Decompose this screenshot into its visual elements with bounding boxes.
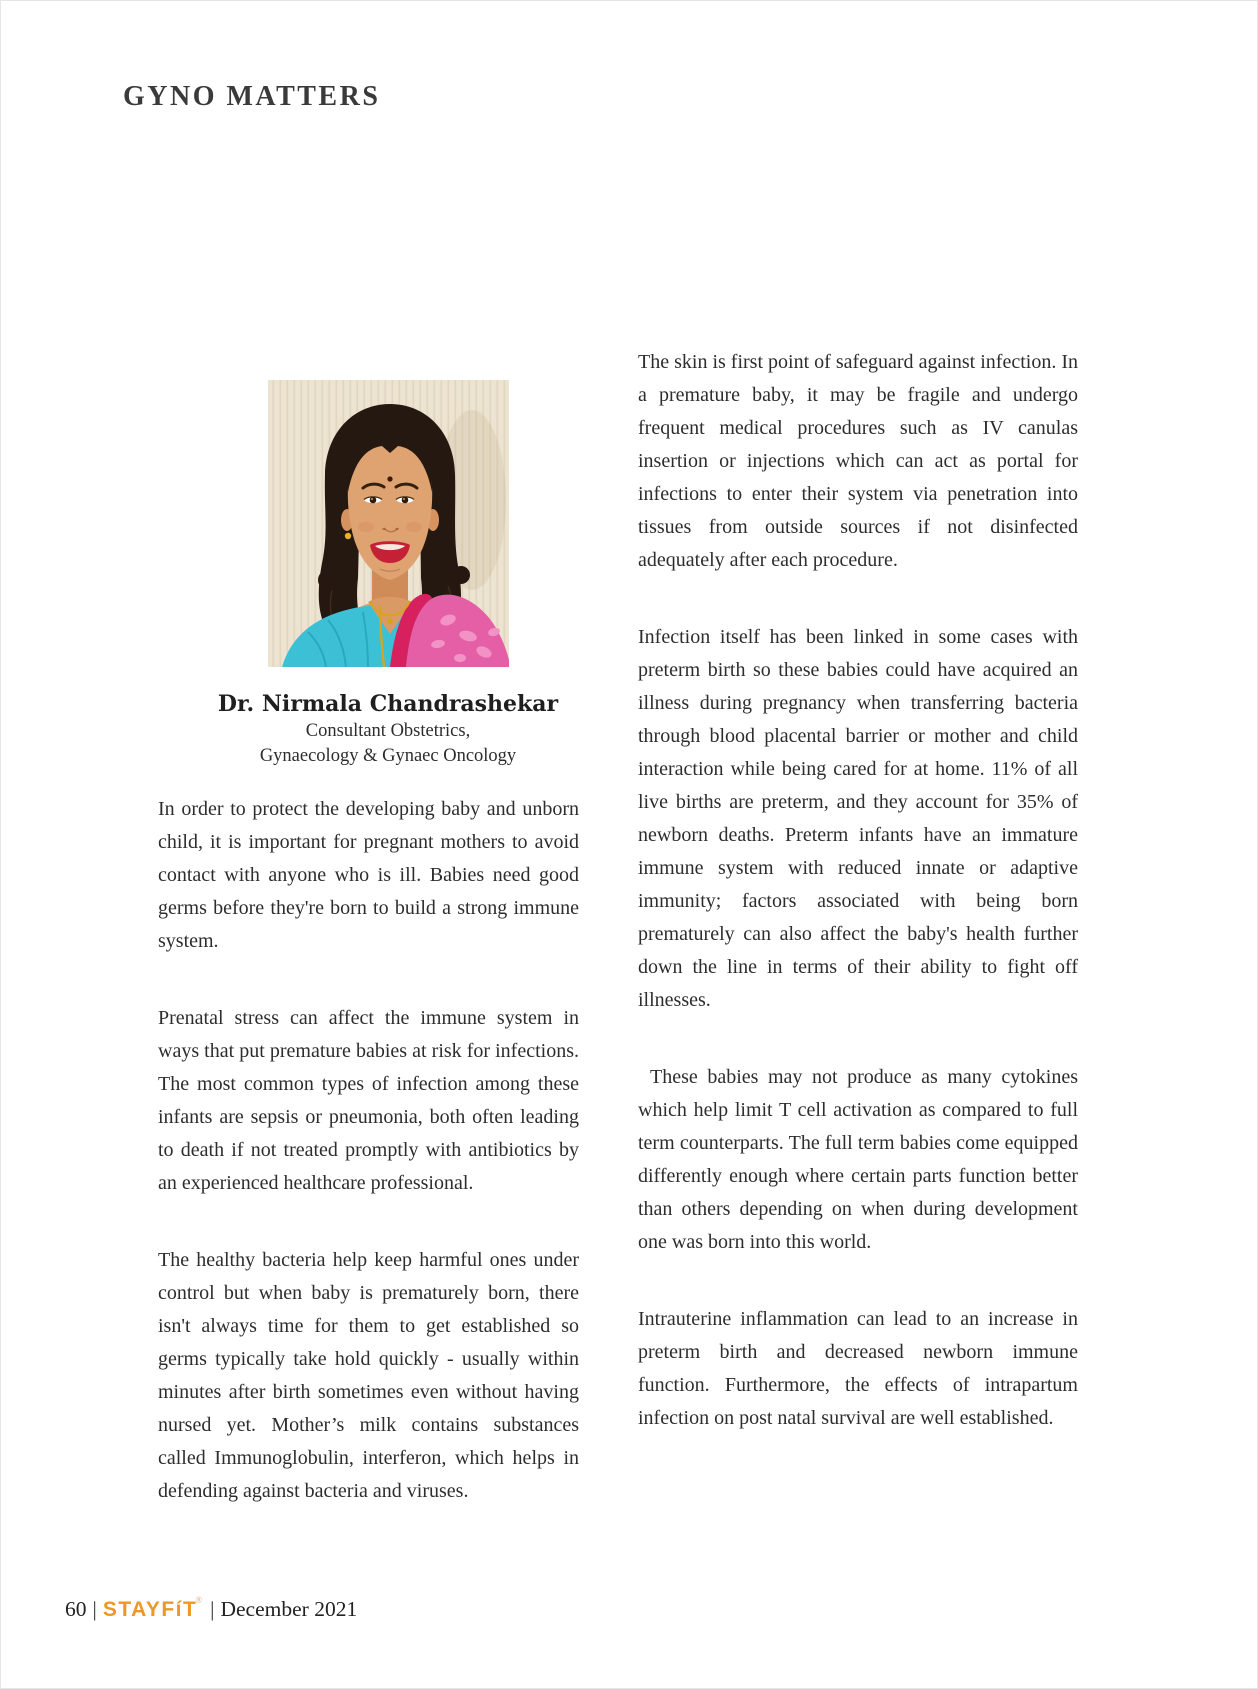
article-paragraph: The healthy bacteria help keep harmful ones under control but when baby is prematurely born, there isn't always time for them to get established so germs typically take hold quickly - usually within minutes after birth sometimes even without having nursed yet. Mother’s milk contains substances called Immunoglobulin, interferon, which helps in defending against bacteria and viruses. — [158, 1249, 579, 1502]
author-block — [158, 689, 618, 769]
footer-separator: | — [92, 1597, 97, 1621]
author-photo-illustration — [268, 380, 509, 667]
article-paragraph: These babies may not produce as many cytokines which help limit T cell activation as compared to full term counterparts. The full term babies come equipped differently enough where certain parts function better than others depending on when during development one was born into this world. — [638, 1066, 1078, 1253]
author-role-line1: Consultant Obstetrics, — [305, 721, 471, 741]
author-role-line2: Gynaecology & Gynaec Oncology — [259, 746, 517, 766]
page-footer — [65, 1597, 357, 1622]
registered-mark: ® — [195, 1595, 203, 1605]
article-paragraph: In order to protect the developing baby and unborn child, it is important for pregnant mothers to avoid contact with anyone who is ill. Babies need good germs before they're born to build a strong immune system. — [158, 798, 579, 952]
footer-separator: | — [210, 1597, 215, 1621]
article-right-column — [638, 346, 1078, 1479]
author-name: Dr. Nirmala Chandrashekar — [217, 691, 559, 717]
section-title: GYNO MATTERS — [123, 81, 381, 112]
article-paragraph: The skin is first point of safeguard against infection. In a premature baby, it may be fragile and undergo frequent medical procedures such as IV canulas insertion or injections which can act as portal for infections to enter their system via penetration into tissues from outside sources if not disinfected adequately after each procedure. — [638, 351, 1078, 571]
article-paragraph: Intrauterine inflammation can lead to an increase in preterm birth and decreased newborn immune function. Furthermore, the effects of intrapartum infection on post natal survival are well established. — [638, 1308, 1078, 1429]
author-photo — [268, 380, 509, 667]
article-left-column — [158, 793, 579, 1552]
issue-date: December 2021 — [220, 1597, 358, 1621]
article-paragraph: Prenatal stress can affect the immune system in ways that put premature babies at risk for infections. The most common types of infection among these infants are sepsis or pneumonia, both often leading to death if not treated promptly with antibiotics by an experienced healthcare professional. — [158, 1007, 579, 1194]
stayfit-logo: STAYFíT — [102, 1598, 198, 1621]
article-paragraph: Infection itself has been linked in some cases with preterm birth so these babies could have acquired an illness during pregnancy when transferring bacteria through blood placental barrier or mother and child interaction while being cared for at home. 11% of all live births are preterm, and they account for 35% of newborn deaths. Preterm infants have an immature immune system with reduced innate or adaptive immunity; factors associated with being born prematurely can also affect the baby's health further down the line in terms of their ability to fight off illnesses. — [638, 626, 1078, 1011]
page-number: 60 — [65, 1597, 87, 1621]
